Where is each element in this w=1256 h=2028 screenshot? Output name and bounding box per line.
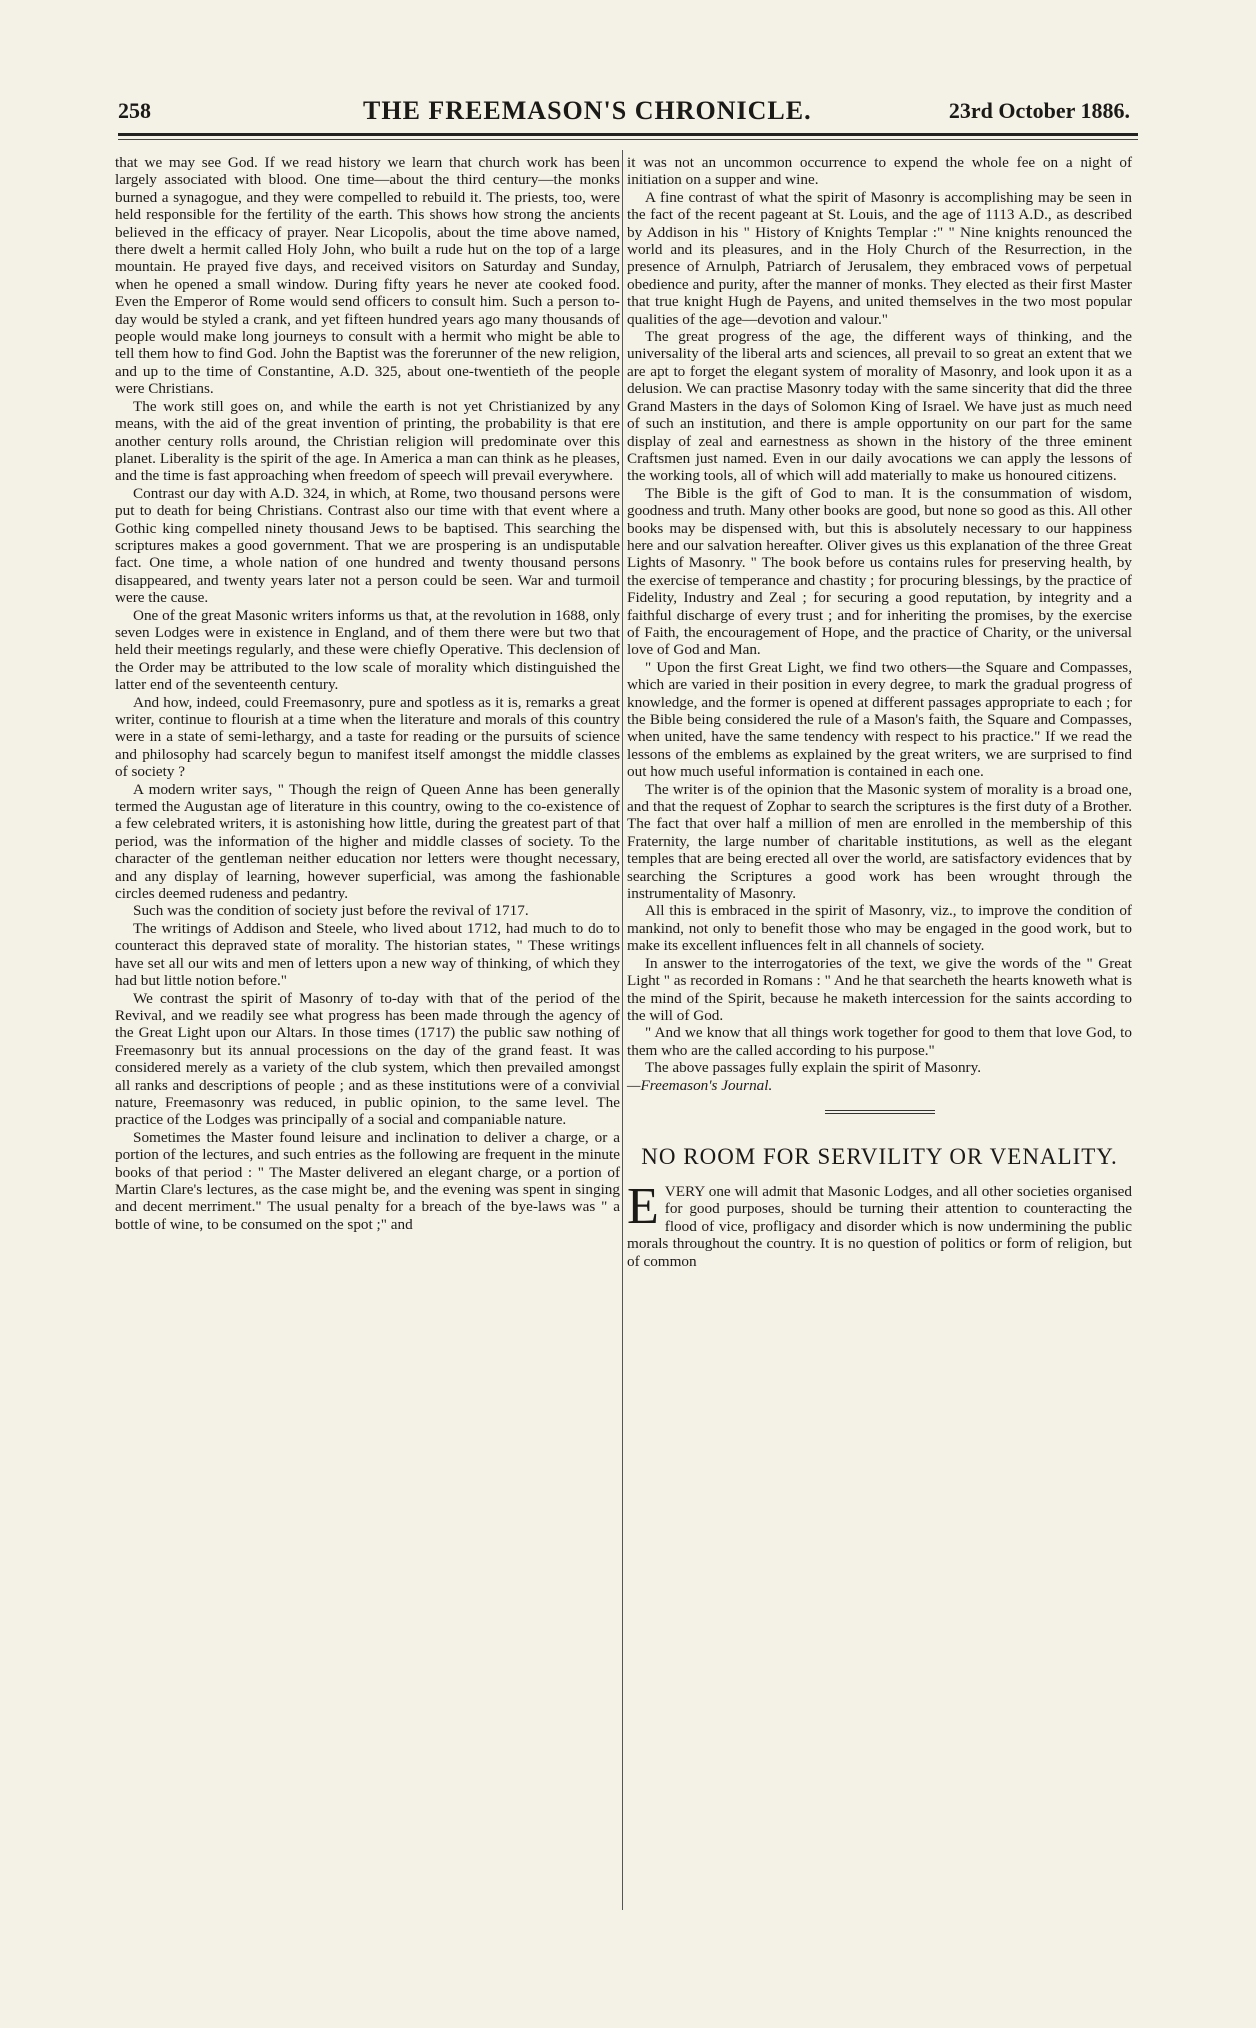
column-divider bbox=[622, 150, 623, 1910]
header-rule-thick bbox=[118, 133, 1138, 136]
paragraph: All this is embraced in the spirit of Masonry, viz., to improve the condition of mankind, not only to benefit those who may be engaged in the good work, but to make its excellent influences felt in all channels of society. bbox=[627, 902, 1132, 955]
paragraph: " Upon the first Great Light, we find two others—the Square and Compasses, which are varied in their position in every degree, to mark the gradual progress of knowledge, and the former is opened at different passages appropriate to each ; for the Bible being considered the rule of a Mason's faith, the Square and Compasses, when united, have the same tendency with respect to his practice." If we read the lessons of the emblems as explained by the great writers, we are surprised to find out how much useful information is contained in each one. bbox=[627, 658, 1132, 781]
paragraph: We contrast the spirit of Masonry of to-day with that of the period of the Revival, and we readily see what progress has been made through the agency of the Great Light upon our Altars. In those times (1717) the public saw nothing of Freemasonry but its annual processions on the day of the grand feast. It was considered merely as a variety of the club system, which then prevailed amongst all ranks and descriptions of people ; and as these institutions were of a convivial nature, Freemasonry was reduced, in public opinion, to the same level. The practice of the Lodges was principally of a social and companiable nature. bbox=[115, 989, 620, 1129]
paragraph: The Bible is the gift of God to man. It is the consummation of wisdom, goodness and truth. Many other books are good, but none so good as this. All other books may be dispensed with, but this is absolutely necessary to our happiness here and our salvation hereafter. Oliver gives us this explanation of the three Great Lights of Masonry. " The book before us contains rules for preserving health, by the exercise of temperance and chastity ; for procuring blessings, by the practice of Fidelity, Industry and Zeal ; for securing a good reputation, by integrity and a faithful discharge of every trust ; and for inheriting the promises, by the exercise of Faith, the encouragement of Hope, and the practice of Charity, or the universal love of God and Man. bbox=[627, 484, 1132, 659]
paragraph: A modern writer says, " Though the reign of Queen Anne has been generally termed the Augustan age of literature in this country, owing to the co-existence of a few celebrated writers, it is astonishing how little, during the greatest part of that period, was the information of the higher and middle classes of society. To the character of the gentleman neither education nor letters were thought necessary, and any display of learning, however superficial, was among the fashionable circles deemed rudeness and pedantry. bbox=[115, 780, 620, 903]
section-divider bbox=[825, 1110, 935, 1114]
paragraph: The writings of Addison and Steele, who lived about 1712, had much to do to counteract this depraved state of morality. The historian states, " These writings have set all our wits and men of letters upon a new way of thinking, of which they had but little notion before." bbox=[115, 919, 620, 990]
issue-date: 23rd October 1886. bbox=[948, 98, 1130, 123]
page-number: 258 bbox=[118, 98, 151, 123]
paragraph: " And we know that all things work together for good to them that love God, to them who are the called according to his purpose." bbox=[627, 1024, 1132, 1059]
drop-cap: E bbox=[627, 1177, 659, 1235]
paragraph: Such was the condition of society just before the revival of 1717. bbox=[133, 902, 529, 920]
paragraph: In answer to the interrogatories of the text, we give the words of the " Great Light " as recorded in Romans : " And he that searcheth the hearts knoweth what is the mind of the Spirit, because he maketh intercession for the saints according to the will of God. bbox=[627, 954, 1132, 1024]
masthead bbox=[118, 96, 1138, 136]
paragraph: Contrast our day with A.D. 324, in which, at Rome, two thousand persons were put to death for being Christians. Contrast also our time with that event where a Gothic king compelled ninety thousand Jews to be baptised. This searching the scriptures makes a good government. That we are prospering is an undisputable fact. One time, a whole nation of one hundred and twenty thousand persons disappeared, and twenty years later not a person could be seen. War and turmoil were the cause. bbox=[115, 484, 620, 607]
source-attribution: —Freemason's Journal. bbox=[627, 1076, 773, 1094]
paragraph: One of the great Masonic writers informs us that, at the revolution in 1688, only seven Lodges were in existence in England, and of them there were but two that held their meetings regularly, and these were chiefly Operative. This declension of the Order may be attributed to the low scale of morality which distinguished the latter end of the seventeenth century. bbox=[115, 606, 620, 694]
article-heading: NO ROOM FOR SERVILITY OR VENALITY. bbox=[641, 1143, 1118, 1169]
paragraph: A fine contrast of what the spirit of Masonry is accomplishing may be seen in the fact of the recent pageant at St. Louis, and the age of 1113 A.D., as described by Addison in his " History of Knights Templar :" " Nine knights renounced the world and its pleasures, and in the Holy Church of the Resurrection, in the presence of Arnulph, Patriarch of Jerusalem, they embraced vows of perpetual obedience and purity, after the manner of monks. They elected as their first Master that true knight Hugh de Payens, and united themselves in the two most popular qualities of the age—devotion and valour." bbox=[627, 188, 1132, 328]
paragraph: The writer is of the opinion that the Masonic system of morality is a broad one, and that the request of Zophar to search the scriptures is the first duty of a Brother. The fact that over half a million of men are enrolled in the membership of this Fraternity, the large number of charitable institutions, as well as the elegant temples that are being erected all over the world, are satisfactory evidences that by searching the Scriptures a good work has been wrought through the instrumentality of Masonry. bbox=[627, 780, 1132, 903]
left-column bbox=[115, 154, 620, 1233]
opening-text: VERY one will admit that Masonic Lodges, and all other societies organised for good purposes, should be turning their attention to counteracting the flood of vice, profligacy and disorder which is now undermining the public morals throughout the country. It is no question of politics or form of religion, but of common bbox=[627, 1182, 1132, 1270]
publication-title: THE FREEMASON'S CHRONICLE. bbox=[363, 96, 812, 125]
paragraph: And how, indeed, could Freemasonry, pure and spotless as it is, remarks a great writer, continue to flourish at a time when the literature and morals of this country were in a state of semi-lethargy, and a taste for reading or the pursuits of science and philosophy had scarcely begun to manifest itself amongst the middle classes of society ? bbox=[115, 693, 620, 781]
paragraph: The above passages fully explain the spirit of Masonry. bbox=[645, 1059, 982, 1077]
paragraph: that we may see God. If we read history we learn that church work has been largely associated with blood. One time—about the third century—the monks burned a synagogue, and they were compelled to rebuild it. The priests, too, were held responsible for the fertility of the earth. This shows how strong the ancients believed in the efficacy of prayer. Near Licopolis, about the time above named, there dwelt a hermit called Holy John, who built a rude hut on the top of a large mountain. He prayed five days, and received visitors on Saturday and Sunday, when he opened a small window. During fifty years he never ate cooked food. Even the Emperor of Rome would send officers to consult him. Such a person to-day would be styled a crank, and yet fifteen hundred years ago many thousands of people would make long journeys to consult with a hermit who might be able to tell them how to find God. John the Baptist was the forerunner of the new religion, and up to the time of Constantine, A.D. 325, about one-twentieth of the people were Christians. bbox=[115, 154, 620, 398]
article-opening bbox=[627, 1177, 1132, 1270]
paragraph: Sometimes the Master found leisure and inclination to deliver a charge, or a portion of the lectures, and such entries as the following are frequent in the minute books of that period : " The Master delivered an elegant charge, or a portion of Martin Clare's lectures, as the case might be, and the evening was spent in singing and decent merriment." The usual penalty for a breach of the bye-laws was " a bottle of wine, to be consumed on the spot ;" and bbox=[115, 1128, 620, 1233]
paragraph: The great progress of the age, the different ways of thinking, and the universality of the liberal arts and sciences, all prevail to so great an extent that we are apt to forget the elegant system of morality of Masonry, and look upon it as a delusion. We can practise Masonry today with the same sincerity that did the three Grand Masters in the days of Solomon King of Israel. We have just as much need of such an institution, and there is ample opportunity on our part for the same display of zeal and earnestness as shown in the history of the three eminent Craftsmen just named. Even in our daily avocations we can apply the lessons of the working tools, all of which will add materially to make us honoured citizens. bbox=[627, 328, 1132, 485]
paragraph: The work still goes on, and while the earth is not yet Christianized by any means, with the aid of the great invention of printing, the probability is that ere another century rolls around, the Christian religion will predominate over this planet. Liberality is the spirit of the age. In America a man can think as he pleases, and the time is fast approaching when freedom of speech will prevail everywhere. bbox=[115, 397, 620, 485]
header-rule-thin bbox=[118, 139, 1138, 140]
paragraph: it was not an uncommon occurrence to expend the whole fee on a night of initiation on a supper and wine. bbox=[627, 154, 1132, 189]
right-column bbox=[627, 154, 1132, 1270]
